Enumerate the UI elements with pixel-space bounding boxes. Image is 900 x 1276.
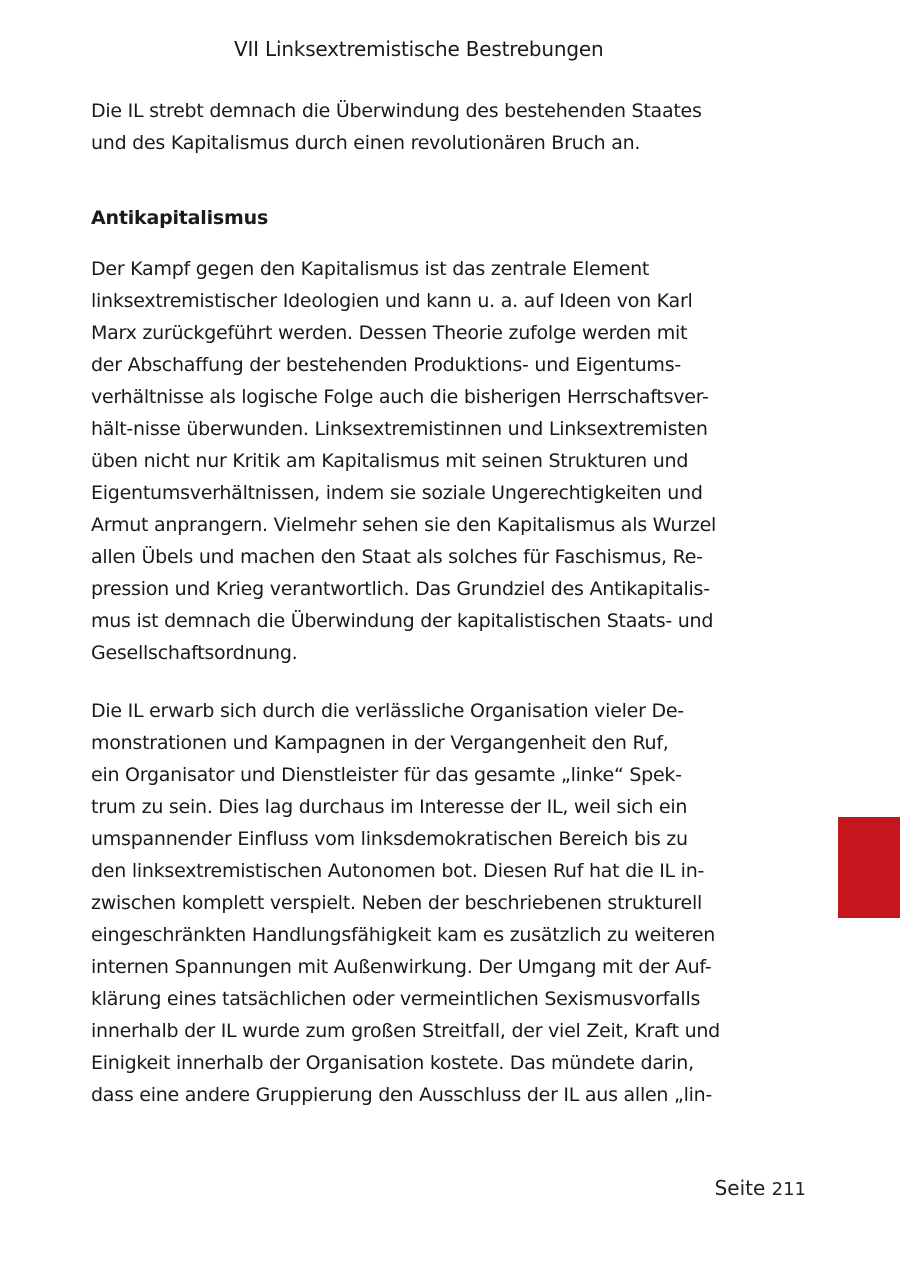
text-line: Einigkeit innerhalb der Organisation kostete. Das mündete darin, [91,1052,694,1074]
text-line: zwischen komplett verspielt. Neben der beschriebenen strukturell [91,892,703,914]
text-line: verhältnisse als logische Folge auch die bisherigen Herrschaftsver- [91,386,709,408]
text-line: allen Übels und machen den Staat als solches für Faschismus, Re- [91,546,703,568]
text-line: dass eine andere Gruppierung den Ausschluss der IL aus allen „lin- [91,1084,713,1106]
text-line: eingeschränkten Handlungsfähigkeit kam es zusätzlich zu weiteren [91,924,716,946]
page-number-value: 211 [771,1179,806,1200]
running-header: VII Linksextremistische Bestrebungen [234,37,604,61]
text-line: pression und Krieg verantwortlich. Das Grundziel des Antikapitalis- [91,578,710,600]
paragraph-il-reputation [91,695,751,1111]
text-line: der Abschaffung der bestehenden Produktions- und Eigentums- [91,354,681,376]
chapter-side-tab [838,817,900,918]
text-line: monstrationen und Kampagnen in der Vergangenheit den Ruf, [91,732,669,754]
text-line: den linksextremistischen Autonomen bot. Diesen Ruf hat die IL in- [91,860,705,882]
intro-paragraph [91,95,751,159]
text-line: hält-nisse überwunden. Linksextremistinnen und Linksextremisten [91,418,708,440]
text-line: üben nicht nur Kritik am Kapitalismus mit seinen Strukturen und [91,450,689,472]
text-line: trum zu sein. Dies lag durchaus im Interesse der IL, weil sich ein [91,796,688,818]
text-line: Der Kampf gegen den Kapitalismus ist das zentrale Element [91,258,650,280]
text-line: innerhalb der IL wurde zum großen Streitfall, der viel Zeit, Kraft und [91,1020,720,1042]
text-line: Marx zurückgeführt werden. Dessen Theorie zufolge werden mit [91,322,688,344]
text-line: internen Spannungen mit Außenwirkung. Der Umgang mit der Auf- [91,956,712,978]
text-line: mus ist demnach die Überwindung der kapitalistischen Staats- und [91,610,714,632]
text-line: Eigentumsverhältnissen, indem sie soziale Ungerechtigkeiten und [91,482,703,504]
text-line: und des Kapitalismus durch einen revolutionären Bruch an. [91,132,641,154]
page-label: Seite [714,1176,766,1200]
text-line: Die IL erwarb sich durch die verlässliche Organisation vieler De- [91,700,684,722]
text-line: linksextremistischer Ideologien und kann u. a. auf Ideen von Karl [91,290,693,312]
text-line: klärung eines tatsächlichen oder vermeintlichen Sexismusvorfalls [91,988,701,1010]
text-line: Die IL strebt demnach die Überwindung des bestehenden Staates [91,100,702,122]
text-line: Gesellschaftsordnung. [91,642,298,664]
text-line: umspannender Einfluss vom linksdemokratischen Bereich bis zu [91,828,688,850]
text-line: Armut anprangern. Vielmehr sehen sie den Kapitalismus als Wurzel [91,514,717,536]
section-heading: Antikapitalismus [91,207,269,229]
paragraph-antikapitalismus [91,253,751,669]
text-line: ein Organisator und Dienstleister für das gesamte „linke“ Spek- [91,764,682,786]
page-number [715,1174,806,1204]
